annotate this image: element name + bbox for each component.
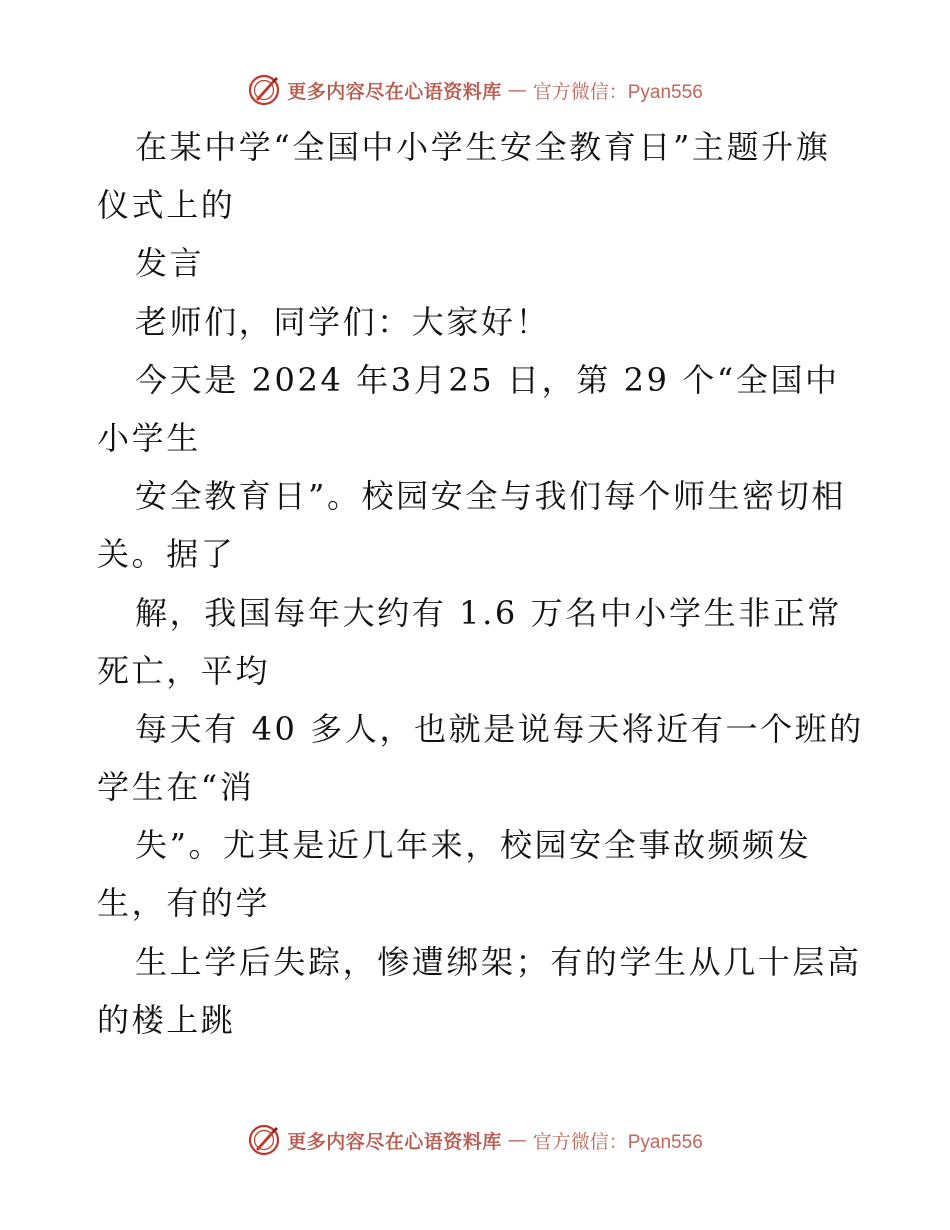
text-line: 关。据了 xyxy=(97,535,236,574)
text-line: 在某中学“全国中小学生安全教育日”主题升旗 xyxy=(135,128,831,166)
watermark-brand-text: 更多内容尽在心语资料库 xyxy=(287,1130,502,1153)
watermark-separator: — xyxy=(507,79,527,101)
text-line: 发言 xyxy=(135,244,205,283)
text-line: 解，我国每年大约有 1.6 万名中小学生非正常 xyxy=(135,593,843,632)
text-line: 的楼上跳 xyxy=(97,1000,236,1039)
text-line: 今天是 2024 年3月25 日，第 29 个“全国中 xyxy=(135,360,840,399)
text-line: 失”。尤其是近几年来，校园安全事故频频发 xyxy=(135,826,812,865)
watermark-contact-text: 官方微信：Pyan556 xyxy=(532,1131,703,1153)
text-line: 老师们，同学们：大家好！ xyxy=(135,302,551,341)
watermark-separator: — xyxy=(507,1129,527,1151)
text-line: 生上学后失踪，惨遭绑架；有的学生从几十层高 xyxy=(135,942,862,981)
pen-logo-icon xyxy=(247,73,281,107)
watermark-contact-text: 官方微信：Pyan556 xyxy=(532,81,703,103)
document-body xyxy=(97,118,864,1049)
text-line: 仪式上的 xyxy=(97,186,236,225)
text-line: 生，有的学 xyxy=(97,884,271,923)
text-line: 每天有 40 多人，也就是说每天将近有一个班的 xyxy=(135,709,864,748)
pen-logo-icon xyxy=(247,1123,281,1157)
header-watermark-banner xyxy=(0,70,950,110)
text-line: 小学生 xyxy=(97,418,201,457)
text-line: 安全教育日”。校园安全与我们每个师生密切相 xyxy=(135,477,846,516)
footer-watermark-banner xyxy=(0,1120,950,1160)
text-line: 死亡，平均 xyxy=(97,651,271,690)
watermark-brand-text: 更多内容尽在心语资料库 xyxy=(287,80,502,103)
text-line: 学生在“消 xyxy=(97,768,255,807)
